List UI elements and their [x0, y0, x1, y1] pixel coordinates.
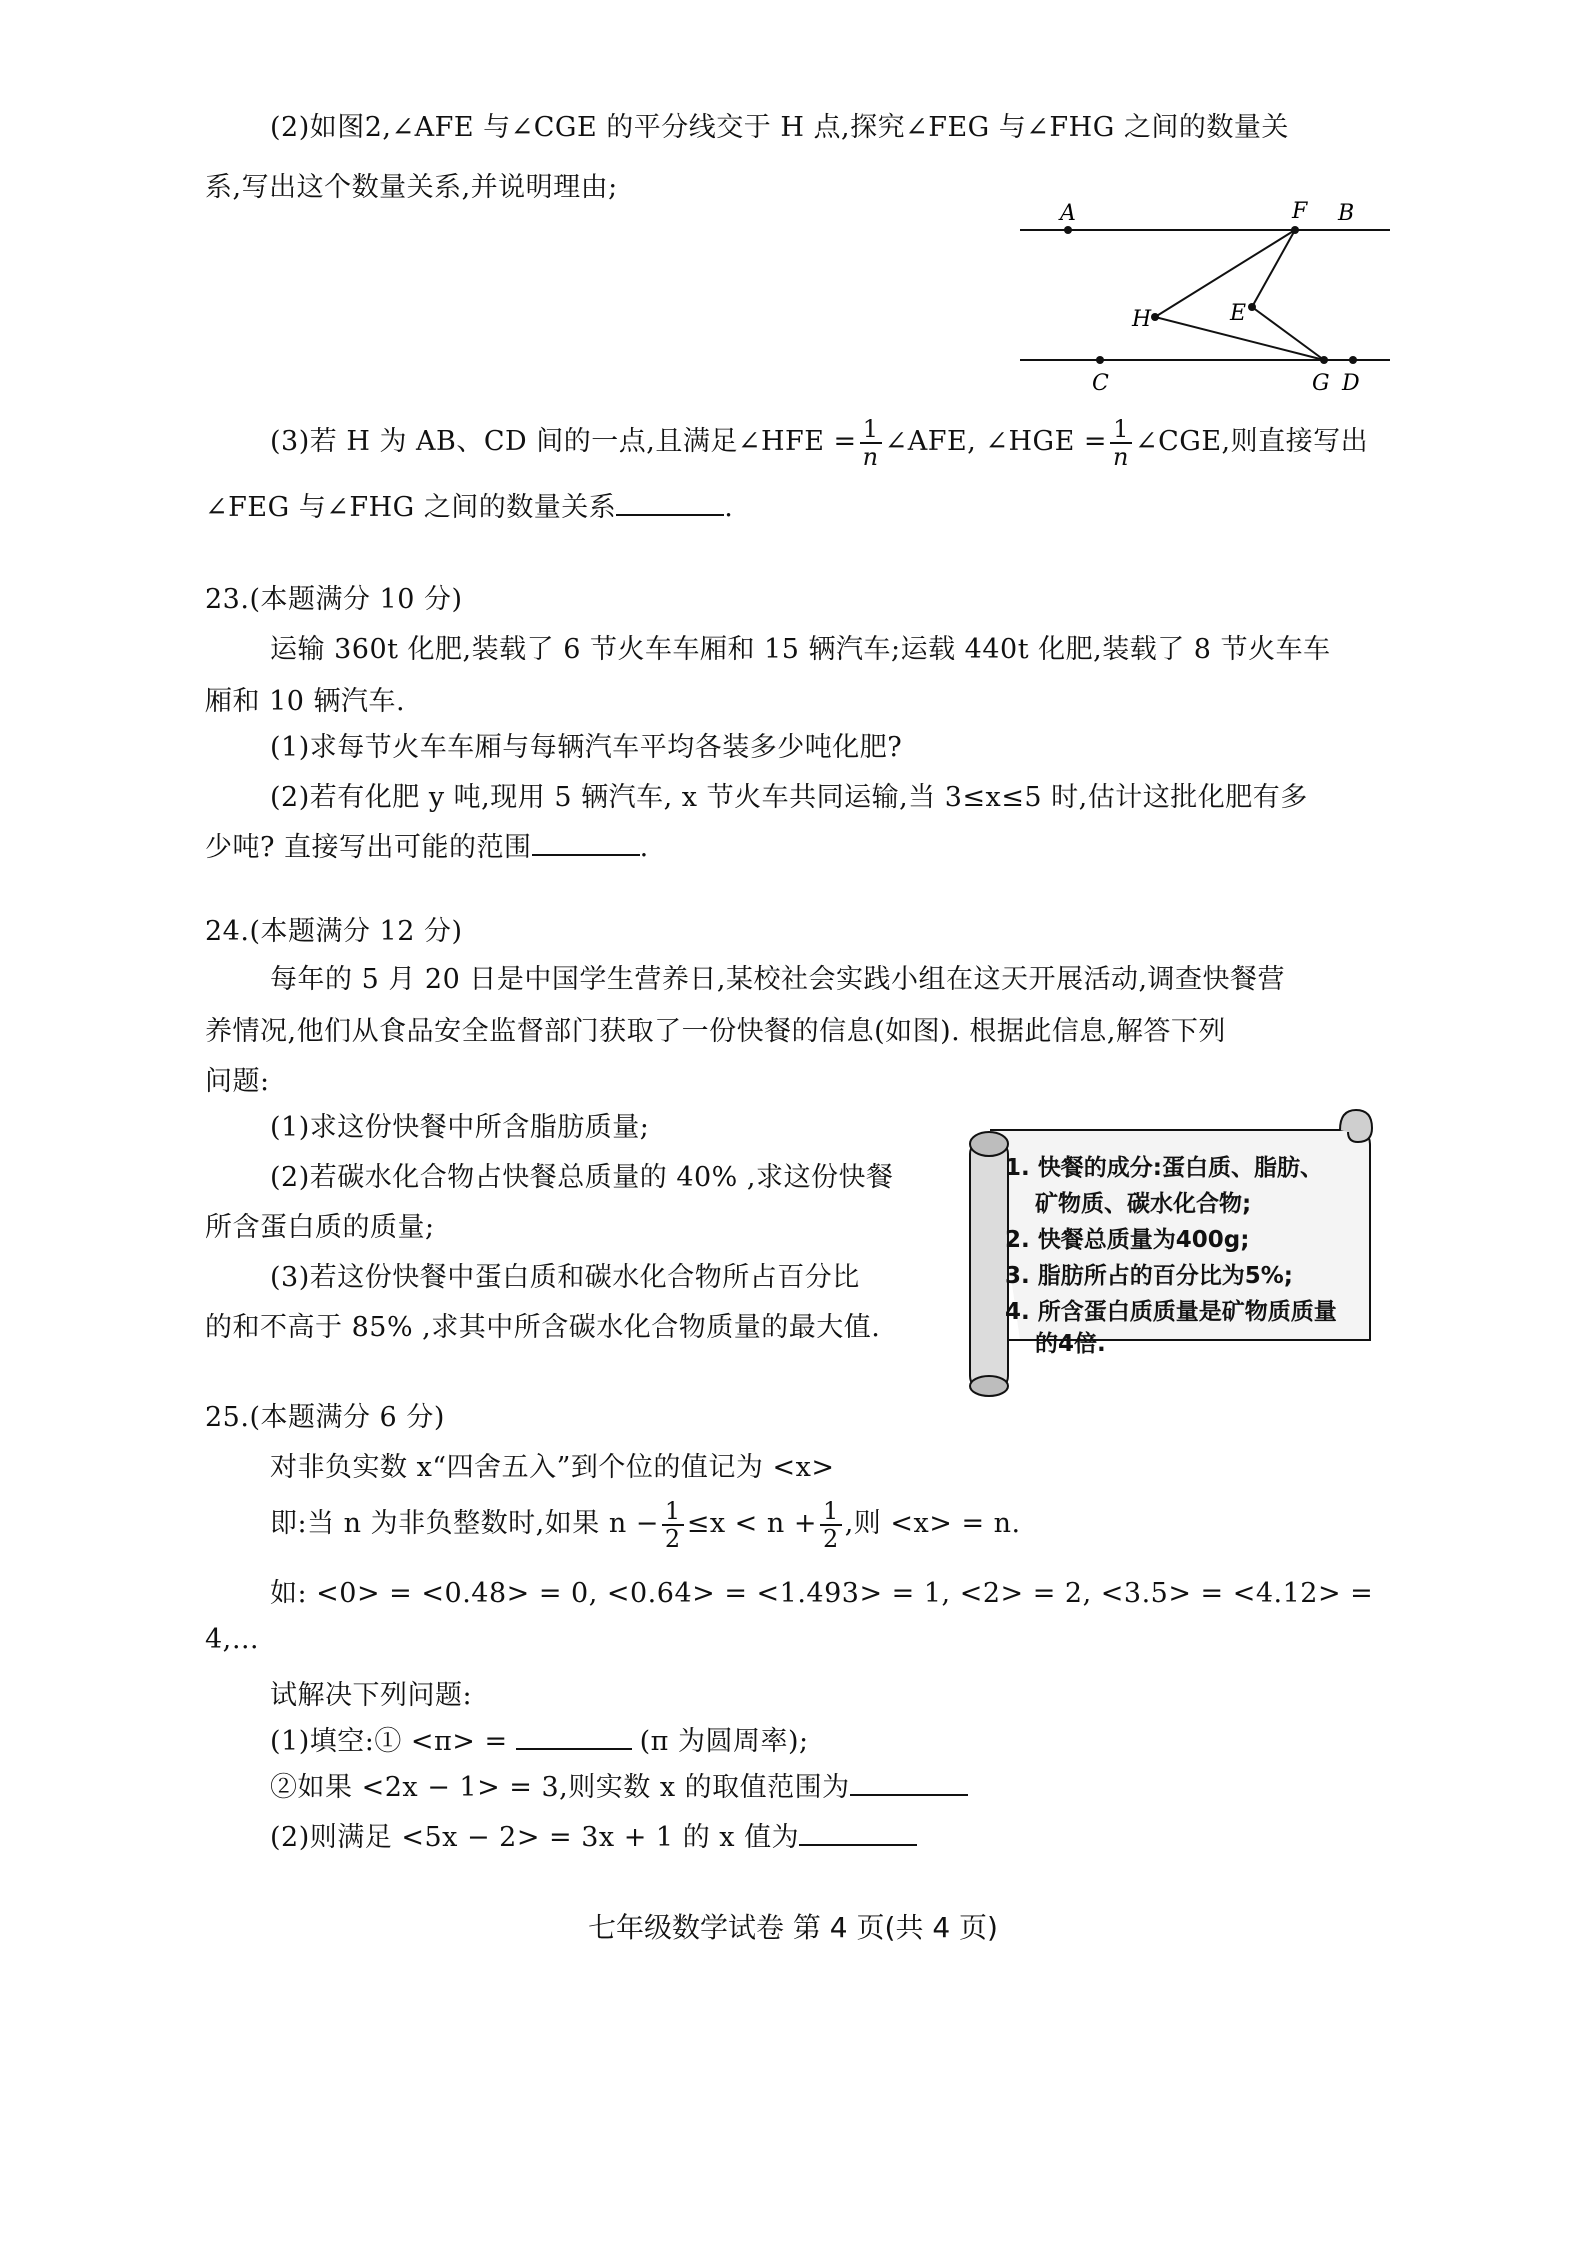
fraction-numerator: 1 [662, 1498, 684, 1526]
answer-blank[interactable] [516, 1722, 632, 1750]
point-h [1151, 313, 1159, 321]
q25-part2 [270, 1818, 917, 1858]
q22-part3-text-b: ∠AFE, ∠HGE = [884, 426, 1108, 457]
q24-heading: 24.(本题满分 12 分) [205, 916, 463, 947]
q22-part3-line2 [205, 488, 733, 528]
q23-line2: 厢和 10 辆汽车. [205, 686, 406, 717]
q22-part3-text-c: ∠CGE,则直接写出 [1135, 426, 1369, 457]
point-c [1096, 356, 1104, 364]
q23-line1: 运输 360t 化肥,装载了 6 节火车车厢和 15 辆汽车;运载 440t 化肥,装载了 8 节火车车 [270, 634, 1331, 665]
label-f: F [1292, 199, 1308, 224]
fraction-one-over-n-2 [1110, 416, 1132, 470]
q24-intro-line2: 养情况,他们从食品安全监督部门获取了一份快餐的信息(如图). 根据此信息,解答下列 [205, 1016, 1226, 1047]
q24-part2-line2: 所含蛋白质的质量; [205, 1212, 435, 1243]
scroll-line-2: 矿物质、碳水化合物; [1035, 1191, 1252, 1217]
fraction-denominator: 2 [822, 1524, 839, 1553]
q22-part3-line2-text: ∠FEG 与∠FHG 之间的数量关系 [205, 492, 617, 523]
geometry-figure-2 [1020, 190, 1400, 400]
point-a [1064, 226, 1072, 234]
scroll-line-4: 3. 脂肪所占的百分比为5%; [1005, 1263, 1293, 1289]
q25-examples-line2: 4,… [205, 1624, 260, 1655]
q25-rule-text-a: 即:当 n 为非负整数时,如果 n − [270, 1508, 659, 1539]
answer-blank[interactable] [799, 1818, 917, 1846]
q23-part1: (1)求每节火车车厢与每辆汽车平均各装多少吨化肥? [270, 732, 903, 763]
q25-part1a-text: (1)填空:① <π> = [270, 1726, 508, 1757]
q25-heading: 25.(本题满分 6 分) [205, 1402, 445, 1433]
scroll-line-5: 4. 所含蛋白质质量是矿物质质量 [1005, 1299, 1337, 1325]
q25-part1a [270, 1722, 809, 1762]
q22-part3-text-a: (3)若 H 为 AB、CD 间的一点,且满足∠HFE = [270, 426, 857, 457]
q25-part1b [270, 1768, 968, 1808]
label-g: G [1312, 371, 1330, 396]
label-a: A [1060, 201, 1076, 226]
q24-intro-line1: 每年的 5 月 20 日是中国学生营养日,某校社会实践小组在这天开展活动,调查快餐营 [270, 964, 1286, 995]
q23-heading: 23.(本题满分 10 分) [205, 584, 463, 615]
fraction-denominator: n [1113, 442, 1129, 471]
q25-definition: 对非负实数 x“四舍五入”到个位的值记为 <x> [270, 1452, 835, 1483]
page-footer: 七年级数学试卷 第 4 页(共 4 页) [588, 1911, 998, 1944]
q24-part3-line1: (3)若这份快餐中蛋白质和碳水化合物所占百分比 [270, 1262, 860, 1293]
q23-part2-line1: (2)若有化肥 y 吨,现用 5 辆汽车, x 节火车共同运输,当 3≤x≤5 时,估计这批化肥有多 [270, 782, 1308, 813]
q23-part2-line2 [205, 828, 649, 868]
q22-part2-line1: (2)如图2,∠AFE 与∠CGE 的平分线交于 H 点,探究∠FEG 与∠FHG 之间的数量关 [270, 112, 1289, 143]
point-f [1291, 226, 1299, 234]
period: . [639, 832, 649, 863]
q25-rule [270, 1494, 1021, 1554]
label-e: E [1230, 301, 1247, 326]
fraction-denominator: 2 [664, 1524, 681, 1553]
label-h: H [1132, 307, 1152, 332]
label-b: B [1338, 201, 1355, 226]
q24-intro-line3: 问题: [205, 1066, 270, 1097]
scroll-line-3: 2. 快餐总质量为400g; [1005, 1227, 1250, 1253]
label-d: D [1342, 371, 1360, 396]
q25-part1a-note: (π 为圆周率); [639, 1726, 809, 1757]
q25-rule-text-c: ,则 <x> = n. [844, 1508, 1021, 1539]
point-d [1349, 356, 1357, 364]
q22-part2-line2: 系,写出这个数量关系,并说明理由; [205, 172, 618, 203]
q24-part1: (1)求这份快餐中所含脂肪质量; [270, 1112, 650, 1143]
q25-rule-text-b: ≤x < n + [686, 1508, 817, 1539]
scroll-line-6: 的4倍. [1035, 1331, 1106, 1357]
point-g [1320, 356, 1328, 364]
q25-try-prompt: 试解决下列问题: [270, 1680, 473, 1711]
label-c: C [1092, 371, 1109, 396]
period: . [724, 492, 734, 523]
fraction-one-half-2 [820, 1498, 842, 1552]
fraction-numerator: 1 [820, 1498, 842, 1526]
q22-part3-line1 [270, 412, 1368, 472]
q24-part2-line1: (2)若碳水化合物占快餐总质量的 40% ,求这份快餐 [270, 1162, 894, 1193]
fraction-denominator: n [862, 442, 879, 471]
point-e [1248, 303, 1256, 311]
fraction-one-half-1 [662, 1498, 684, 1552]
q25-examples-line1: 如: <0> = <0.48> = 0, <0.64> = <1.493> = 1, <2> = 2, <3.5> = <4.12> = [270, 1578, 1374, 1609]
fraction-numerator: 1 [1110, 416, 1132, 444]
q25-part1b-text: ②如果 <2x − 1> = 3,则实数 x 的取值范围为 [270, 1772, 850, 1803]
q24-part3-line2: 的和不高于 85% ,求其中所含碳水化合物质量的最大值. [205, 1312, 881, 1343]
answer-blank[interactable] [532, 828, 640, 856]
answer-blank[interactable] [616, 488, 724, 516]
fraction-numerator: 1 [860, 416, 882, 444]
fraction-one-over-n-1 [860, 416, 882, 470]
scroll-line-1: 1. 快餐的成分:蛋白质、脂肪、 [1005, 1155, 1323, 1181]
q23-part2-line2-text: 少吨? 直接写出可能的范围 [205, 832, 532, 863]
q25-part2-text: (2)则满足 <5x − 2> = 3x + 1 的 x 值为 [270, 1822, 800, 1853]
answer-blank[interactable] [850, 1768, 968, 1796]
